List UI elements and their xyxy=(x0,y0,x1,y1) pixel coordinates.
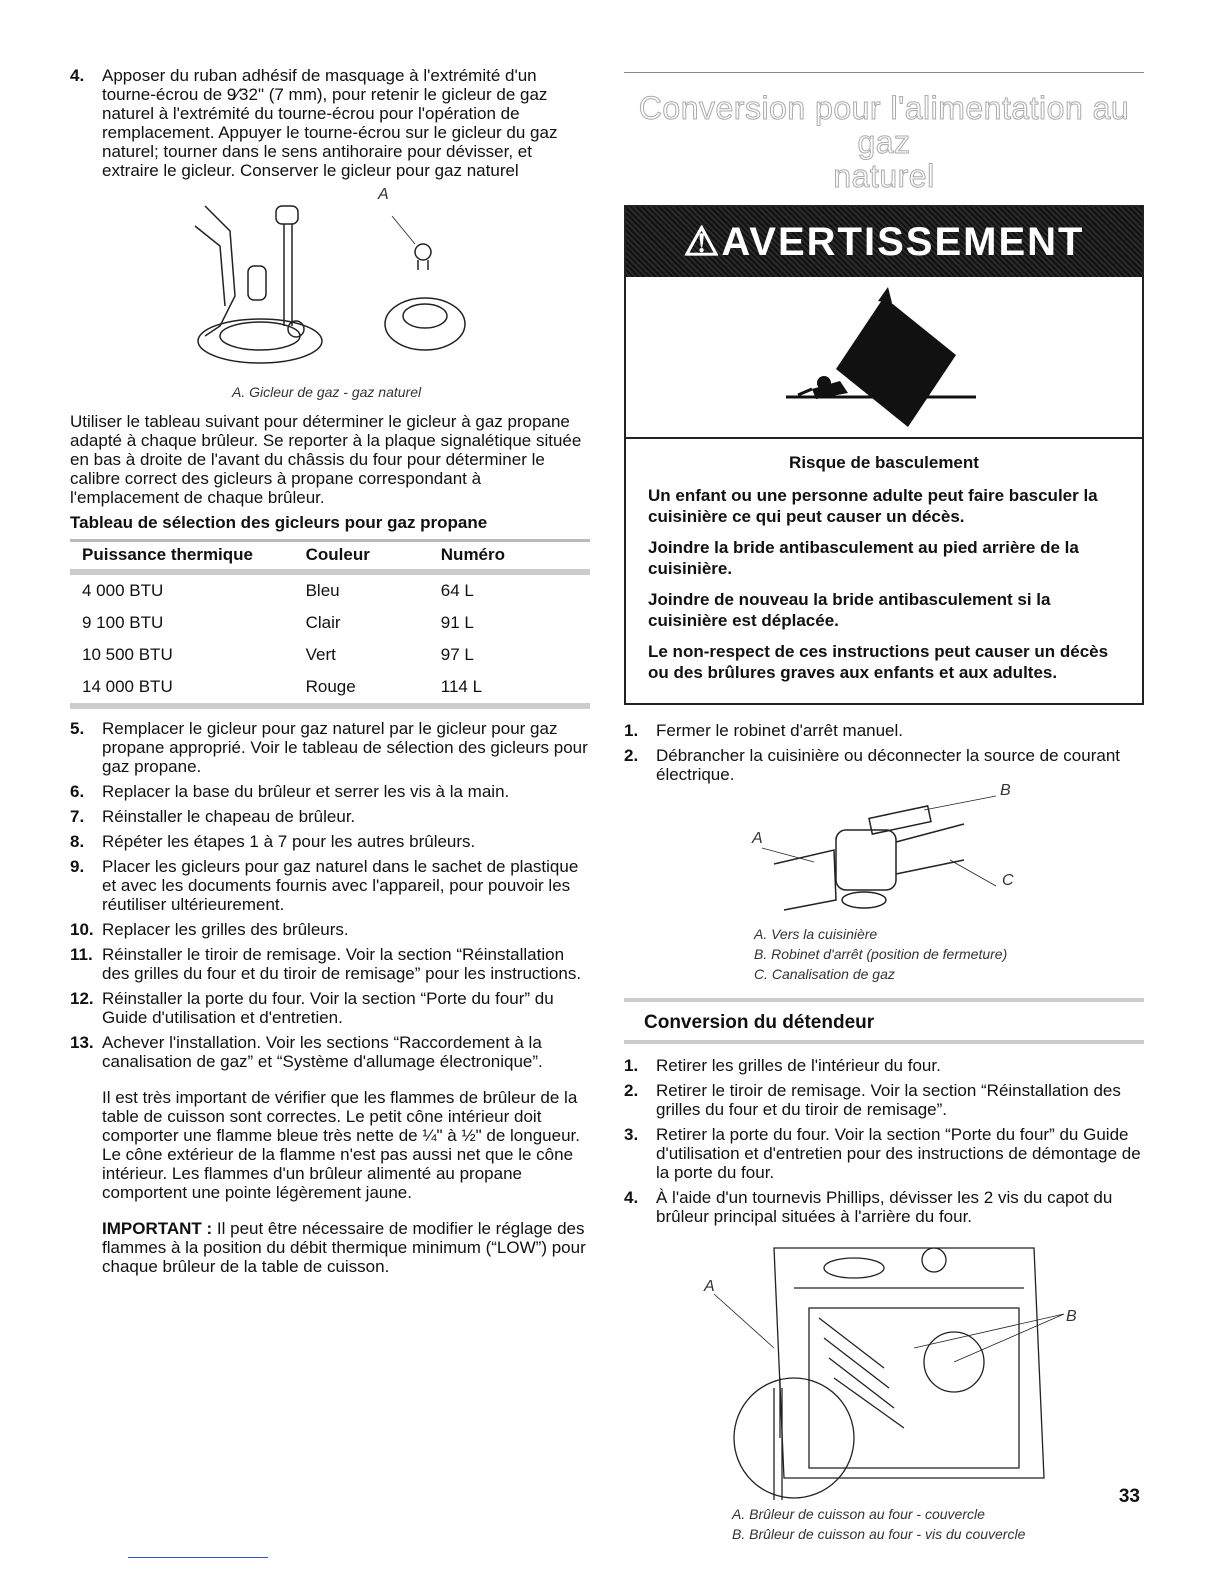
flame-note: Il est très important de vérifier que les flammes de brûleur de la table de cuisson sont correctes. Le petit cône intérieur doit comporter une flamme bleue très nette de ¼" à ½" de longueur. Le cône extérieur de la flamme n'est pas aussi net que le cône intérieur. Les flammes d'un brûleur alimenté au propane comportent une pointe légèrement jaune. xyxy=(102,1088,580,1202)
table-title: Tableau de sélection des gicleurs pour gaz propane xyxy=(70,513,488,532)
step-12 xyxy=(70,989,590,1027)
caption-a: A. Vers la cuisinière xyxy=(754,926,878,942)
step-text: Répéter les étapes 1 à 7 pour les autres brûleurs. xyxy=(102,832,476,851)
page-number: 33 xyxy=(1118,1486,1140,1507)
warning-text: Joindre de nouveau la bride antibasculement si la cuisinière est déplacée. xyxy=(648,590,1051,630)
caption-c: C. Canalisation de gaz xyxy=(754,966,895,982)
warning-box xyxy=(624,205,1144,705)
figure-label-b: B xyxy=(1066,1308,1077,1325)
divider xyxy=(624,72,1144,73)
warning-triangle-icon: ⚠ xyxy=(683,220,722,264)
step-text: Réinstaller le tiroir de remisage. Voir la section “Réinstallation des grilles du four et du tiroir de remisage” pour les instructions. xyxy=(102,945,582,983)
table-header-row xyxy=(70,541,590,573)
step-1 xyxy=(624,1056,1144,1075)
figure-oven-burner xyxy=(624,1238,1144,1500)
step-text: Remplacer le gicleur pour gaz naturel par le gicleur pour gaz propane approprié. Voir le tableau de sélection des gicleurs pour gaz propane. xyxy=(102,719,588,776)
table-cell: 64 L xyxy=(440,581,474,600)
tip-over-icon xyxy=(626,277,1142,437)
step-8 xyxy=(70,832,590,851)
step-number: 9. xyxy=(70,857,85,876)
step-number: 2. xyxy=(624,1081,639,1100)
step-number: 10. xyxy=(70,920,94,939)
tip-over-illustration xyxy=(626,277,1142,439)
column-header: Numéro xyxy=(429,541,590,573)
important-note xyxy=(102,1219,590,1276)
footer-divider xyxy=(128,1557,268,1558)
step-6 xyxy=(70,782,590,801)
table-cell: 114 L xyxy=(429,671,590,706)
step-text: Retirer la porte du four. Voir la section “Porte du four” du Guide d'utilisation et d'entretien pour des instructions de démontage de la porte du four. xyxy=(656,1125,1141,1182)
step-number: 7. xyxy=(70,807,85,826)
step-number: 5. xyxy=(70,719,85,738)
step-number: 13. xyxy=(70,1033,94,1052)
step-number: 2. xyxy=(624,746,639,765)
figure-label-c: C xyxy=(1002,872,1014,889)
table-cell: 10 500 BTU xyxy=(82,645,173,664)
step-text: À l'aide d'un tournevis Phillips, dévisser les 2 vis du capot du brûleur principal situées à l'arrière du four. xyxy=(656,1188,1113,1226)
section-heading: Conversion du détendeur xyxy=(624,998,1144,1044)
step-11 xyxy=(70,945,590,983)
step-number: 3. xyxy=(624,1125,639,1144)
step-10 xyxy=(70,920,590,939)
step-number: 8. xyxy=(70,832,85,851)
propane-jet-table xyxy=(70,539,590,709)
figure-captions xyxy=(754,924,1144,984)
figure-label-a: A xyxy=(378,186,389,203)
step-4 xyxy=(624,1188,1144,1226)
step-text: Retirer les grilles de l'intérieur du four. xyxy=(656,1056,941,1075)
warning-body xyxy=(626,439,1142,703)
column-header: Puissance thermique xyxy=(70,541,294,573)
table-cell: Rouge xyxy=(294,671,429,706)
table-row xyxy=(70,671,590,706)
step-text: Réinstaller la porte du four. Voir la section “Porte du four” du Guide d'utilisation et d'entretien. xyxy=(102,989,554,1027)
step-text: Débrancher la cuisinière ou déconnecter la source de courant électrique. xyxy=(656,746,1120,784)
step-text: Replacer la base du brûleur et serrer les vis à la main. xyxy=(102,782,510,801)
intro-paragraph: Utiliser le tableau suivant pour déterminer le gicleur à gaz propane adapté à chaque brûleur. Se reporter à la plaque signalétique située en bas à droite de l'avant du châssis du four pour déterminer le calibre correct des gicleurs à propane correspondant à l'emplacement de chaque brûleur. xyxy=(70,412,582,507)
column-header: Couleur xyxy=(294,541,429,573)
figure-gas-jet xyxy=(70,186,590,382)
table-cell: 97 L xyxy=(440,645,474,664)
figure-caption: A. Gicleur de gaz - gaz naturel xyxy=(232,384,422,400)
step-9 xyxy=(70,857,590,914)
table-cell: Vert xyxy=(305,645,336,664)
step-13 xyxy=(70,1033,590,1071)
gas-jet-illustration xyxy=(70,186,590,382)
table-cell: 9 100 BTU xyxy=(82,613,164,632)
step-2 xyxy=(624,1081,1144,1119)
table-row xyxy=(70,607,590,639)
figure-shutoff-valve xyxy=(624,782,1144,920)
step-text: Apposer du ruban adhésif de masquage à l'extrémité d'un tourne-écrou de 9⁄32" (7 mm), pour retenir le gicleur de gaz naturel à l'extrémité du tourne-écrou pour l'opération de remplacement. Appuyer le tourne-écrou sur le gicleur du gaz naturel; tourner dans le sens antihoraire pour dévisser, et extraire le gicleur. Conserver le gicleur pour gaz naturel xyxy=(102,66,558,180)
table-cell: 91 L xyxy=(440,613,474,632)
right-column xyxy=(624,66,1144,1544)
step-number: 12. xyxy=(70,989,94,1008)
warning-text: Joindre la bride antibasculement au pied arrière de la cuisinière. xyxy=(648,538,1079,578)
step-text: Placer les gicleurs pour gaz naturel dans le sachet de plastique et avec les documents fournis avec l'appareil, pour pouvoir les réutiliser ultérieurement. xyxy=(102,857,579,914)
table-cell: Clair xyxy=(305,613,341,632)
step-number: 11. xyxy=(70,945,93,964)
warning-risk: Risque de basculement xyxy=(789,453,979,472)
table-cell: 4 000 BTU xyxy=(82,581,164,600)
table-cell: 14 000 BTU xyxy=(70,671,294,706)
caption-b: B. Robinet d'arrêt (position de fermeture) xyxy=(754,946,1008,962)
step-number: 4. xyxy=(624,1188,639,1207)
step-4 xyxy=(70,66,590,180)
figure-captions xyxy=(732,1504,1144,1544)
warning-header xyxy=(626,207,1142,277)
caption-b: B. Brûleur de cuisson au four - vis du couvercle xyxy=(732,1526,1026,1542)
important-label: IMPORTANT : xyxy=(102,1219,213,1238)
step-text: Achever l'installation. Voir les sections “Raccordement à la canalisation de gaz” et “Système d'allumage électronique”. xyxy=(102,1033,543,1071)
section-title xyxy=(624,91,1144,193)
step-5 xyxy=(70,719,590,776)
table-row xyxy=(70,639,590,671)
step-2 xyxy=(624,746,1144,784)
table-row xyxy=(70,572,590,607)
step-1 xyxy=(624,721,1144,740)
step-number: 1. xyxy=(624,1056,639,1075)
left-column xyxy=(70,66,590,1284)
step-number: 6. xyxy=(70,782,85,801)
important-text: Il peut être nécessaire de modifier le réglage des flammes à la position du débit thermique minimum (“LOW”) pour chaque brûleur de la table de cuisson. xyxy=(102,1219,586,1276)
oven-burner-illustration xyxy=(624,1238,1144,1500)
step-text: Retirer le tiroir de remisage. Voir la section “Réinstallation des grilles du four et du tiroir de remisage”. xyxy=(656,1081,1121,1119)
figure-label-b: B xyxy=(1000,782,1011,799)
warning-text: Le non-respect de ces instructions peut causer un décès ou des brûlures graves aux enfants et aux adultes. xyxy=(648,642,1109,682)
step-7 xyxy=(70,807,590,826)
step-3 xyxy=(624,1125,1144,1182)
warning-heading: AVERTISSEMENT xyxy=(721,220,1085,264)
title-line: Conversion pour l'alimentation au gaz xyxy=(638,90,1130,160)
step-text: Réinstaller le chapeau de brûleur. xyxy=(102,807,356,826)
shutoff-valve-illustration xyxy=(624,790,1144,920)
table-cell: Bleu xyxy=(305,581,340,600)
figure-label-a: A xyxy=(704,1278,715,1295)
step-number: 4. xyxy=(70,66,85,85)
caption-a: A. Brûleur de cuisson au four - couvercle xyxy=(732,1506,985,1522)
step-text: Replacer les grilles des brûleurs. xyxy=(102,920,349,939)
step-text: Fermer le robinet d'arrêt manuel. xyxy=(656,721,904,740)
step-number: 1. xyxy=(624,721,639,740)
title-line: naturel xyxy=(833,158,935,194)
warning-text: Un enfant ou une personne adulte peut faire basculer la cuisinière ce qui peut causer un décès. xyxy=(648,486,1098,526)
figure-label-a: A xyxy=(752,830,763,847)
